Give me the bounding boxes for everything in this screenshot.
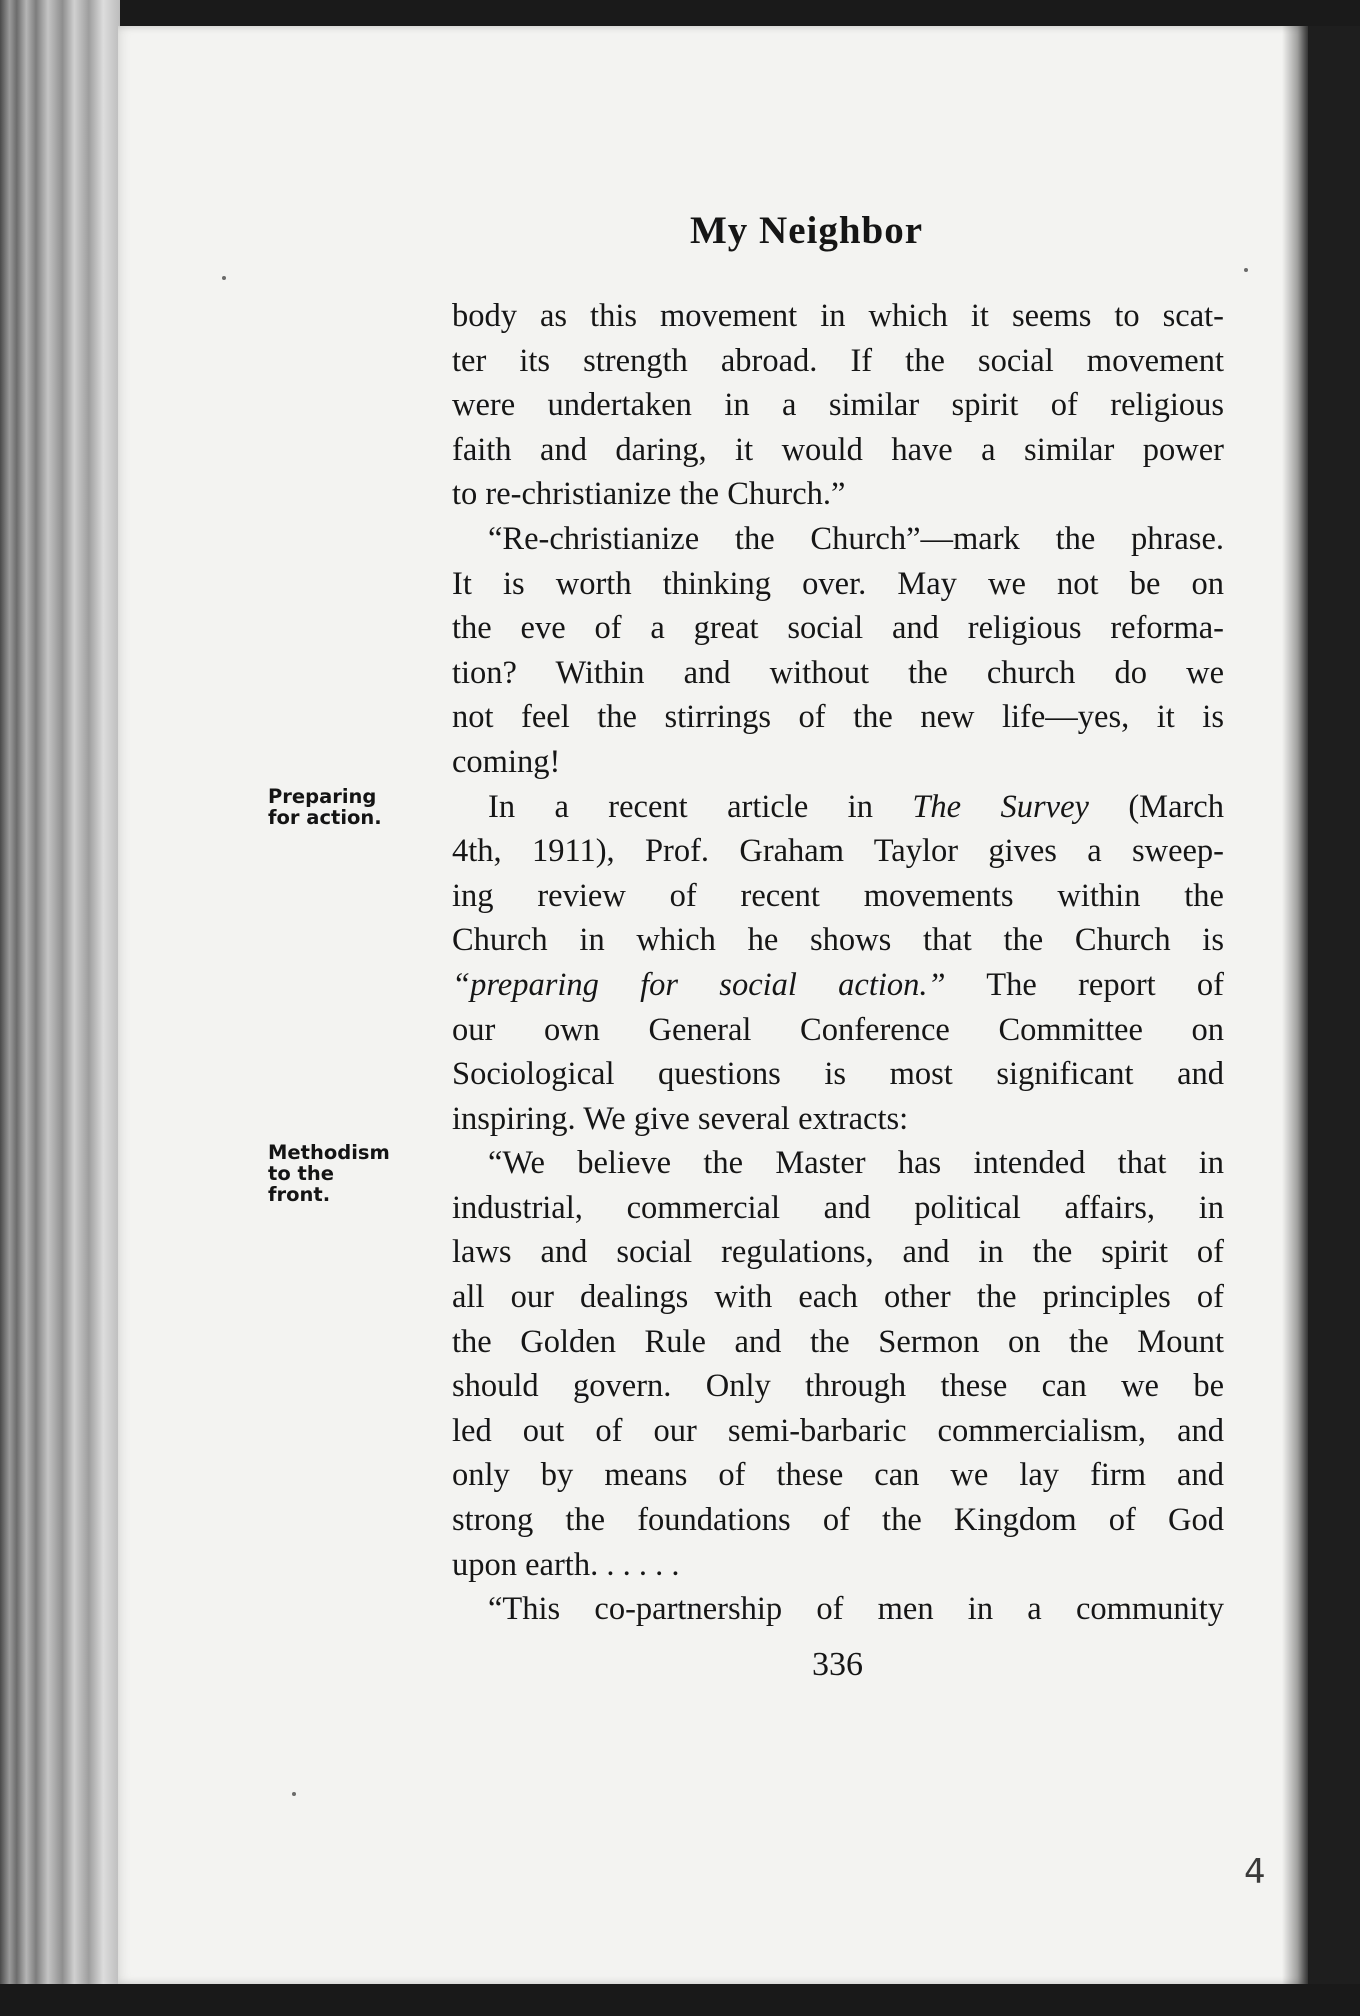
book-page-edges	[0, 0, 120, 1990]
text-line: the Golden Rule and the Sermon on the Mount	[452, 1323, 1224, 1360]
pencil-annotation: 4	[1244, 1852, 1266, 1892]
text-line: “This co-partnership of men in a community	[488, 1591, 1224, 1628]
text-line: ter its strength abroad. If the social movement	[452, 342, 1224, 379]
text-line: to re-christianize the Church.”	[452, 476, 846, 513]
text-line: Church in which he shows that the Church is	[452, 922, 1224, 959]
scan-bottom-border	[0, 1984, 1360, 2016]
text-line: industrial, commercial and political affairs, in	[452, 1189, 1224, 1226]
text-line: body as this movement in which it seems to scat-	[452, 298, 1224, 334]
text-line-with-italic	[452, 963, 1224, 1008]
sidenote-line: to the	[268, 1162, 334, 1185]
gutter-shadow	[1282, 26, 1308, 1984]
text-line: faith and daring, it would have a similar power	[452, 431, 1224, 468]
text-line: 4th, 1911), Prof. Graham Taylor gives a sweep-	[452, 833, 1224, 870]
text-line: strong the foundations of the Kingdom of God	[452, 1502, 1224, 1539]
paper-speck	[222, 276, 226, 280]
text-line: led out of our semi-barbaric commercialism, and	[452, 1412, 1224, 1449]
text-line: only by means of these can we lay firm and	[452, 1457, 1224, 1494]
text-line: “We believe the Master has intended that in	[488, 1145, 1224, 1182]
text-line: not feel the stirrings of the new life—yes, it is	[452, 699, 1224, 736]
text-line: inspiring. We give several extracts:	[452, 1100, 909, 1137]
running-head: My Neighbor	[690, 209, 924, 252]
text-line: ing review of recent movements within the	[452, 877, 1224, 914]
text-line: tion? Within and without the church do we	[452, 654, 1224, 691]
text-line: all our dealings with each other the principles of	[452, 1279, 1224, 1316]
text-line: were undertaken in a similar spirit of religious	[452, 387, 1224, 424]
paper-speck	[1244, 268, 1248, 272]
sidenote-preparing-for-action	[268, 786, 428, 828]
text-line: “Re-christianize the Church”—mark the phrase.	[488, 520, 1224, 557]
scan-top-border	[0, 0, 1360, 26]
sidenote-line: Preparing	[268, 785, 377, 808]
italic-quote: “preparing for social action.”	[452, 966, 946, 1003]
body-text	[452, 294, 1224, 1632]
text-line: the eve of a great social and religious reforma-	[452, 610, 1224, 647]
text-segment: (March	[1128, 788, 1224, 825]
text-line: Sociological questions is most significant and	[452, 1056, 1224, 1093]
page-number: 336	[812, 1646, 863, 1683]
paper-speck	[292, 1792, 296, 1796]
text-line: should govern. Only through these can we be	[452, 1368, 1224, 1405]
text-line: upon earth. . . . . .	[452, 1546, 680, 1583]
journal-title: The Survey	[912, 788, 1089, 825]
sidenote-line: Methodism	[268, 1141, 390, 1164]
text-line-with-italic	[452, 785, 1224, 830]
text-segment: In a recent article in	[488, 788, 873, 825]
sidenote-methodism-to-the-front	[268, 1142, 428, 1205]
text-line: our own General Conference Committee on	[452, 1011, 1224, 1048]
sidenote-line: front.	[268, 1183, 331, 1206]
text-segment: The report of	[986, 966, 1224, 1003]
text-line: coming!	[452, 743, 561, 780]
text-line: laws and social regulations, and in the spirit of	[452, 1234, 1224, 1271]
sidenote-line: for action.	[268, 806, 382, 829]
text-line: It is worth thinking over. May we not be on	[452, 565, 1224, 602]
